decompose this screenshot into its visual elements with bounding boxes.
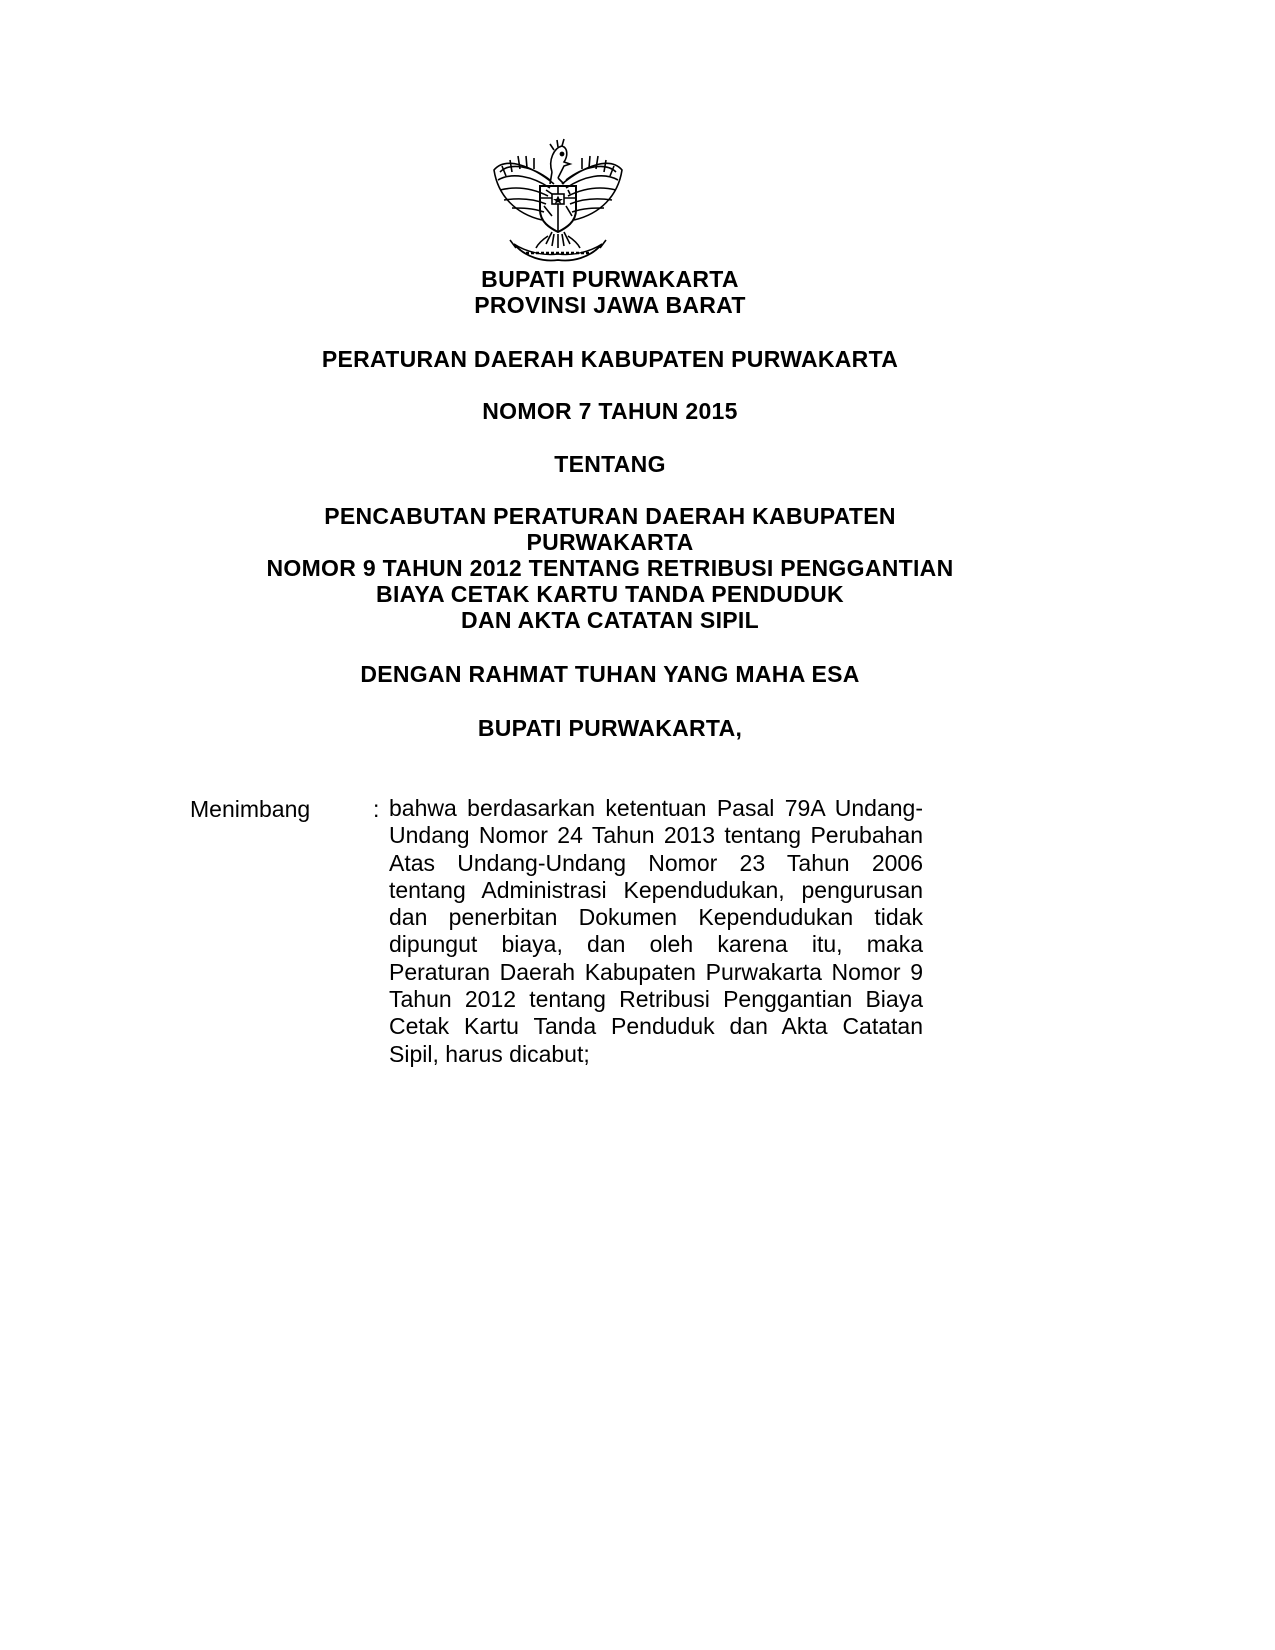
regulation-title-line: PURWAKARTA <box>526 529 694 555</box>
considerations-separator: : <box>373 796 380 822</box>
considerations-text: bahwa berdasarkan ketentuan Pasal 79A Undang-Undang Nomor 24 Tahun 2013 tentang Perubahan Atas Undang-Undang Nomor 23 Tahun 2006 tentang Administrasi Kependudukan, pengurusan dan penerbitan Dokumen Kependudukan tidak dipungut biaya, dan oleh karena itu, maka Peraturan Daerah Kabupaten Purwakarta Nomor 9 Tahun 2012 tentang Retribusi Penggantian Biaya Cetak Kartu Tanda Penduduk dan Akta Catatan Sipil, harus dicabut; <box>389 795 923 1067</box>
invocation-heading: DENGAN RAHMAT TUHAN YANG MAHA ESA <box>360 661 860 687</box>
issuer-heading: BUPATI PURWAKARTA, <box>477 715 743 741</box>
garuda-emblem-icon <box>492 136 624 266</box>
regulation-title-line: NOMOR 9 TAHUN 2012 TENTANG RETRIBUSI PENGGANTIAN <box>266 555 954 581</box>
about-heading: TENTANG <box>554 451 666 477</box>
regulation-title-line: PENCABUTAN PERATURAN DAERAH KABUPATEN <box>324 503 896 529</box>
regulation-number: NOMOR 7 TAHUN 2015 <box>482 398 738 424</box>
regulation-title-line: DAN AKTA CATATAN SIPIL <box>461 607 759 633</box>
province-heading: PROVINSI JAWA BARAT <box>474 292 746 318</box>
regulation-title-line: BIAYA CETAK KARTU TANDA PENDUDUK <box>376 581 844 607</box>
considerations-label: Menimbang <box>190 796 311 822</box>
authority-heading: BUPATI PURWAKARTA <box>481 266 739 292</box>
regulation-type: PERATURAN DAERAH KABUPATEN PURWAKARTA <box>321 346 899 372</box>
